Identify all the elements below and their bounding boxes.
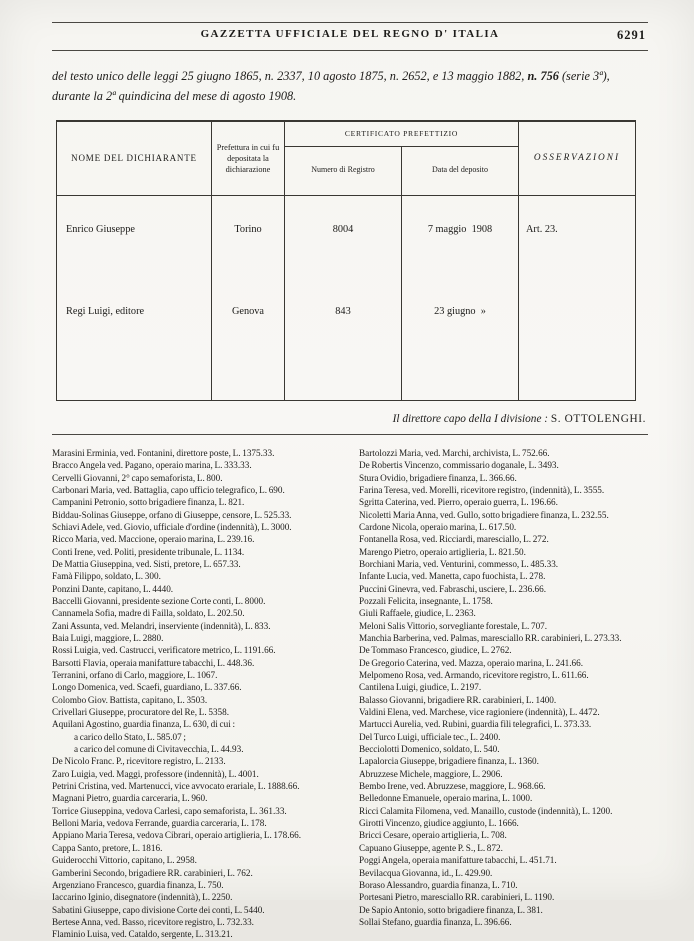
pension-entry: Manchia Barberina, ved. Palmas, maresciallo RR. carabinieri, L. 273.33.	[359, 632, 622, 643]
pension-list-left	[52, 447, 341, 941]
pension-entry: De Gregorio Caterina, ved. Mazza, operaio marina, L. 241.66.	[359, 657, 584, 668]
intro-law-number: n. 756	[527, 69, 559, 83]
pension-entry: Bevilacqua Giovanna, id., L. 429.90.	[359, 867, 493, 878]
cell-osservazioni: Art. 23.	[519, 195, 636, 276]
pension-entry: Melpomeno Rosa, ved. Armando, ricevitore registro, L. 611.66.	[359, 670, 589, 680]
page-number: 6291	[617, 28, 646, 42]
pension-entry: Bricci Cesare, operaio artiglieria, L. 708.	[359, 830, 507, 841]
cell-nome: Regi Luigi, editore	[57, 276, 212, 401]
pension-entry: Lapalorcia Giuseppe, brigadiere finanza, L. 1360.	[359, 756, 539, 767]
section-divider	[52, 434, 648, 435]
pension-entry: Terranini, orfano di Carlo, maggiore, L. 1067.	[52, 670, 218, 680]
col-header-certificato: CERTIFICATO PREFETTIZIO	[285, 121, 519, 147]
pension-entry: De Nicolo Franc. P., ricevitore registro, L. 2133.	[52, 756, 226, 767]
pension-entry: Campanini Petronio, sotto brigadiere finanza, L. 821.	[52, 497, 245, 508]
pension-entry: Gamberini Secondo, brigadiere RR. carabinieri, L. 762.	[52, 867, 253, 878]
pension-entry: Del Turco Luigi, ufficiale tec., L. 2400.	[359, 731, 501, 742]
pension-entry: Boraso Alessandro, guardia finanza, L. 710.	[359, 879, 518, 890]
pension-entry: De Robertis Vincenzo, commissario doganale, L. 3493.	[359, 460, 559, 471]
pension-entry: De Tommaso Francesco, giudice, L. 2762.	[359, 645, 512, 656]
cell-data: 7 maggio 1908	[402, 195, 519, 276]
declarations-table-header	[57, 121, 636, 196]
pension-entry: Zaro Luigia, ved. Maggi, professore (indennità), L. 4001.	[52, 768, 259, 779]
pension-entry: Colombo Giov. Battista, capitano, L. 3503.	[52, 694, 208, 705]
pension-entry: Farina Teresa, ved. Morelli, ricevitore registro, (indennità), L. 3555.	[359, 484, 605, 495]
pension-entry: Martucci Aurelia, ved. Rubini, guardia fili telegrafici, L. 373.33.	[359, 719, 592, 730]
declarations-table	[56, 120, 636, 401]
pension-entry: Bertese Anna, ved. Basso, ricevitore registro, L. 732.33.	[52, 916, 254, 927]
pension-entry: Cannamela Sofia, madre di Failla, soldato, L. 202.50.	[52, 608, 245, 619]
pension-entry: Belloni Maria, vedova Ferrande, guardia carceraria, L. 178.	[52, 818, 267, 829]
cell-numero: 843	[285, 276, 402, 401]
pension-entry: Famà Filippo, soldato, L. 300.	[52, 571, 161, 582]
cell-nome: Enrico Giuseppe	[57, 195, 212, 276]
pension-entry: Petrini Cristina, ved. Martenucci, vice avvocato erariale, L. 1888.66.	[52, 781, 300, 792]
pension-entry: Rossi Luigia, ved. Castrucci, verificatore metrico, L. 1191.66.	[52, 645, 276, 656]
pension-entry: Abruzzese Michele, maggiore, L. 2906.	[359, 768, 503, 779]
cell-numero: 8004	[285, 195, 402, 276]
pension-entry: Longo Domenica, ved. Scaefi, guardiano, L. 337.66.	[52, 682, 242, 693]
pension-entry: a carico del comune di Civitavecchia, L. 44.93.	[74, 744, 244, 755]
pension-entry: Torrice Giuseppina, vedova Carlesi, capo semaforista, L. 361.33.	[52, 805, 287, 816]
pension-entry: Baia Luigi, maggiore, L. 2880.	[52, 632, 164, 643]
pension-entry: Becciolotti Domenico, soldato, L. 540.	[359, 744, 500, 755]
cell-prefettura: Genova	[212, 276, 285, 401]
signature-name: S. OTTOLENGHI.	[550, 412, 646, 425]
gazette-title: GAZZETTA UFFICIALE DEL REGNO D' ITALIA	[200, 28, 500, 40]
pension-entry: Flaminio Luisa, ved. Cataldo, sergente, L. 313.21.	[52, 929, 233, 940]
pension-entry: Giuli Raffaele, giudice, L. 2363.	[359, 608, 476, 619]
pension-entry: Crivellari Giuseppe, procuratore del Re, L. 5358.	[52, 707, 230, 718]
pension-entry: Sabatini Giuseppe, capo divisione Corte dei conti, L. 5440.	[52, 904, 265, 915]
pension-entry: Puccini Ginevra, ved. Fabraschi, usciere, L. 236.66.	[359, 583, 546, 594]
signature-role: Il direttore capo della I divisione :	[392, 412, 551, 425]
pension-entry: Valdini Elena, ved. Marchese, vice ragioniere (indennità), L. 4472.	[359, 707, 600, 718]
pension-entry: De Sapio Antonio, sotto brigadiere finanza, L. 381.	[359, 904, 543, 915]
pension-entry: Argenziano Francesco, guardia finanza, L. 750.	[52, 879, 224, 890]
cell-prefettura: Torino	[212, 195, 285, 276]
pension-entry: Poggi Angela, operaia manifatture tabacchi, L. 451.71.	[359, 855, 557, 866]
pension-entry: Meloni Salis Vittorio, sorvegliante forestale, L. 707.	[359, 620, 548, 631]
col-header-numero: Numero di Registro	[285, 146, 402, 195]
intro-text-after: (serie 3ª), durante la 2ª quindicina del mese di agosto 1908.	[52, 69, 610, 103]
pension-entry: Sollai Stefano, guardia finanza, L. 396.66.	[359, 916, 512, 927]
pension-entry: Cappa Santo, pretore, L. 1816.	[52, 842, 163, 853]
pension-entry: Girotti Vincenzo, giudice aggiunto, L. 1666.	[359, 818, 519, 829]
pension-entry: Portesani Pietro, maresciallo RR. carabinieri, L. 1190.	[359, 892, 555, 903]
pension-entry: Magnani Pietro, guardia carceraria, L. 960.	[52, 793, 208, 804]
pension-entry: De Mattia Giuseppina, ved. Sisti, pretore, L. 657.33.	[52, 558, 241, 569]
pension-entry: Capuano Giuseppe, agente P. S., L. 872.	[359, 842, 503, 853]
pension-entry: Zani Assunta, ved. Melandri, inserviente (indennità), L. 833.	[52, 620, 271, 631]
intro-paragraph	[52, 67, 648, 107]
pension-list-right	[359, 447, 648, 941]
pension-entry: Ricci Calamita Filomena, ved. Manaillo, custode (indennità), L. 1200.	[359, 805, 613, 816]
pension-entry: Balasso Giovanni, brigadiere RR. carabinieri, L. 1400.	[359, 694, 557, 705]
pension-entry: Bembo Irene, ved. Abruzzese, maggiore, L. 968.66.	[359, 781, 546, 792]
pension-entry: Biddau-Solinas Giuseppe, orfano di Giuseppe, censore, L. 525.33.	[52, 509, 292, 520]
pension-entry: Marasini Erminia, ved. Fontanini, direttore poste, L. 1375.33.	[52, 447, 275, 458]
pension-list	[52, 447, 648, 941]
masthead	[52, 22, 648, 51]
pension-entry: Infante Lucia, ved. Manetta, capo fuochista, L. 278.	[359, 571, 546, 582]
pension-entry: a carico dello Stato, L. 585.07 ;	[74, 731, 186, 742]
pension-entry: Schiavi Adele, ved. Giovio, ufficiale d'ordine (indennità), L. 3000.	[52, 521, 292, 532]
pension-entry: Pozzali Felicita, insegnante, L. 1758.	[359, 595, 493, 606]
pension-entry: Nicoletti Maria Anna, ved. Gullo, sotto brigadiere finanza, L. 232.55.	[359, 509, 609, 520]
pension-entry: Sgritta Caterina, ved. Pierro, operaio guerra, L. 196.66.	[359, 497, 558, 508]
signature-line	[52, 413, 646, 425]
pension-entry: Ricco Maria, ved. Maccione, operaio marina, L. 239.16.	[52, 534, 255, 545]
col-header-data: Data del deposito	[402, 146, 519, 195]
intro-text-before: del testo unico delle leggi 25 giugno 1865, n. 2337, 10 agosto 1875, n. 2652, e 13 maggio 1882,	[52, 69, 528, 83]
pension-entry: Conti Irene, ved. Politi, presidente tribunale, L. 1134.	[52, 546, 245, 557]
table-row	[57, 276, 636, 401]
pension-entry: Appiano Maria Teresa, vedova Cibrari, operaio artiglieria, L. 178.66.	[52, 830, 301, 841]
col-header-nome: NOME DEL DICHIARANTE	[57, 121, 212, 196]
pension-entry: Stura Ovidio, brigadiere finanza, L. 366.66.	[359, 472, 517, 483]
pension-entry: Fontanella Rosa, ved. Ricciardi, maresciallo, L. 272.	[359, 534, 549, 545]
pension-entry: Cantilena Luigi, giudice, L. 2197.	[359, 682, 482, 693]
pension-entry: Ponzini Dante, capitano, L. 4440.	[52, 583, 174, 594]
pension-entry: Aquilani Agostino, guardia finanza, L. 630, di cui :	[52, 719, 235, 730]
pension-entry: Bracco Angela ved. Pagano, operaio marina, L. 333.33.	[52, 460, 252, 471]
pension-entry: Guiderocchi Vittorio, capitano, L. 2958.	[52, 855, 197, 866]
pension-entry: Carbonari Maria, ved. Battaglia, capo ufficio telegrafico, L. 690.	[52, 484, 285, 495]
col-header-prefettura: Prefettura in cui fu depositata la dichiarazione	[212, 121, 285, 196]
pension-entry: Baccelli Giovanni, presidente sezione Corte conti, L. 8000.	[52, 595, 266, 606]
pension-entry: Belledonne Emanuele, operaio marina, L. 1000.	[359, 793, 533, 804]
pension-entry: Cardone Nicola, operaio marina, L. 617.50.	[359, 521, 517, 532]
pension-entry: Borchiani Maria, ved. Venturini, commesso, L. 485.33.	[359, 558, 559, 569]
cell-osservazioni	[519, 276, 636, 401]
cell-data: 23 giugno »	[402, 276, 519, 401]
pension-entry: Barsotti Flavia, operaia manifatture tabacchi, L. 448.36.	[52, 657, 255, 668]
pension-entry: Marengo Pietro, operaio artiglieria, L. 821.50.	[359, 546, 526, 557]
table-row	[57, 195, 636, 276]
col-header-osservazioni: OSSERVAZIONI	[519, 121, 636, 196]
pension-entry: Bartolozzi Maria, ved. Marchi, archivista, L. 752.66.	[359, 447, 550, 458]
pension-entry: Cervelli Giovanni, 2° capo semaforista, L. 800.	[52, 472, 223, 483]
pension-entry: Iaccarino Iginio, disegnatore (indennità), L. 2250.	[52, 892, 233, 903]
